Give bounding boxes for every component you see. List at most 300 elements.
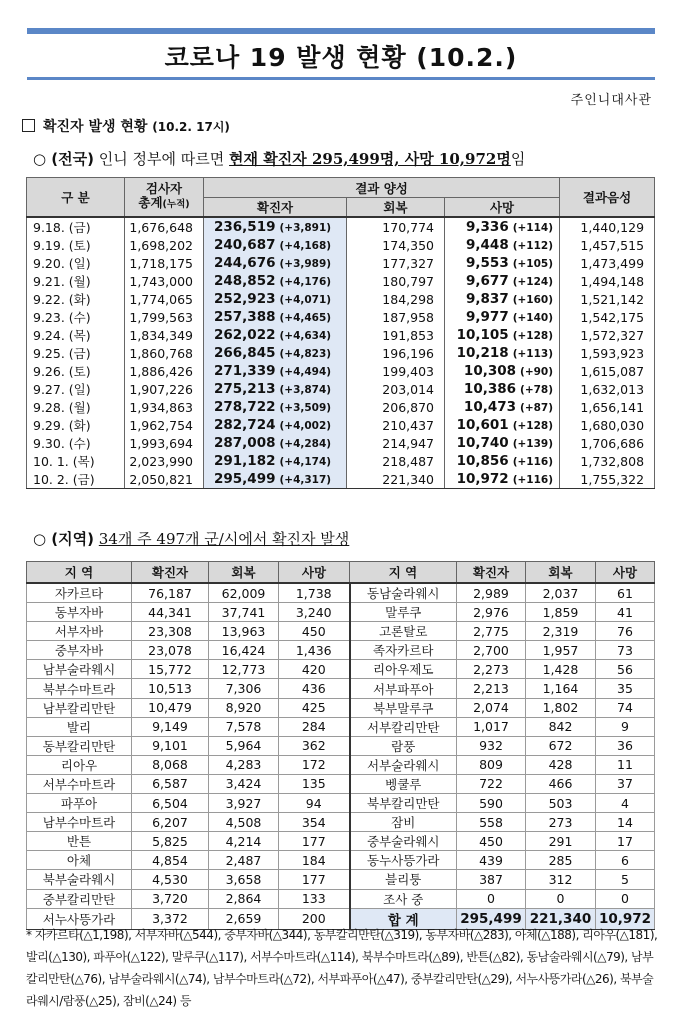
- region-deaths-cell: 284: [279, 717, 350, 736]
- tested-cell: 1,676,648: [125, 217, 204, 236]
- region-deaths-cell: 41: [596, 603, 655, 622]
- confirmed-cell: 262,022 (+4,634): [204, 326, 347, 344]
- region-name-cell: 합 계: [350, 908, 457, 929]
- region-confirmed-cell: 1,017: [457, 717, 526, 736]
- region-deaths-cell: 76: [596, 622, 655, 641]
- region-recovered-cell: 3,424: [209, 774, 279, 793]
- region-confirmed-cell: 4,854: [132, 851, 209, 870]
- region-recovered-cell: 2,319: [526, 622, 596, 641]
- region-confirmed-cell: 10,479: [132, 698, 209, 717]
- negative-cell: 1,706,686: [560, 434, 655, 452]
- region-deaths-cell: 11: [596, 755, 655, 774]
- region-confirmed-cell: 8,068: [132, 755, 209, 774]
- confirmed-cell: 278,722 (+3,509): [204, 398, 347, 416]
- recovered-cell: 191,853: [347, 326, 445, 344]
- confirmed-cell: 252,923 (+4,071): [204, 290, 347, 308]
- recovered-cell: 221,340: [347, 470, 445, 489]
- confirmed-cell: 291,182 (+4,174): [204, 452, 347, 470]
- region-confirmed-cell: 0: [457, 889, 526, 908]
- title-bottom-rule: [27, 77, 655, 80]
- header-category: 구 분: [27, 178, 125, 218]
- deaths-cell: 10,473 (+87): [445, 398, 560, 416]
- date-cell: 9.30. (수): [27, 434, 125, 452]
- section-time: (10.2. 17시): [152, 120, 230, 134]
- region-deaths-cell: 362: [279, 736, 350, 755]
- region-name-cell: 동누사뜽가라: [350, 851, 457, 870]
- table-row: [27, 679, 655, 698]
- tested-cell: 1,774,065: [125, 290, 204, 308]
- negative-cell: 1,440,129: [560, 217, 655, 236]
- date-cell: 9.29. (화): [27, 416, 125, 434]
- region-name-cell: 동부자바: [27, 603, 132, 622]
- region-deaths-cell: 73: [596, 641, 655, 660]
- region-name-cell: 중부술라웨시: [350, 832, 457, 851]
- region-name-cell: 고론탈로: [350, 622, 457, 641]
- region-confirmed-cell: 6,207: [132, 813, 209, 832]
- tested-cell: 1,934,863: [125, 398, 204, 416]
- confirmed-cell: 275,213 (+3,874): [204, 380, 347, 398]
- region-recovered-cell: 428: [526, 755, 596, 774]
- date-cell: 9.24. (목): [27, 326, 125, 344]
- table-row: [27, 254, 655, 272]
- region-recovered-cell: 4,508: [209, 813, 279, 832]
- region-confirmed-cell: 558: [457, 813, 526, 832]
- region-recovered-cell: 466: [526, 774, 596, 793]
- region-deaths-cell: 133: [279, 889, 350, 908]
- date-cell: 9.25. (금): [27, 344, 125, 362]
- region-recovered-cell: 8,920: [209, 698, 279, 717]
- region-confirmed-cell: 15,772: [132, 660, 209, 679]
- region-deaths-cell: 1,436: [279, 641, 350, 660]
- region-name-cell: 람풍: [350, 736, 457, 755]
- region-deaths-cell: 74: [596, 698, 655, 717]
- region-deaths-cell: 200: [279, 908, 350, 929]
- tested-cell: 1,698,202: [125, 236, 204, 254]
- recovered-cell: 214,947: [347, 434, 445, 452]
- region-name-cell: 동남술라웨시: [350, 583, 457, 603]
- deaths-cell: 10,740 (+139): [445, 434, 560, 452]
- tested-cell: 1,907,226: [125, 380, 204, 398]
- table-row: [27, 870, 655, 889]
- region-name-cell: 동부칼리만탄: [27, 736, 132, 755]
- table-row: [27, 326, 655, 344]
- region-name-cell: 중부칼리만탄: [27, 889, 132, 908]
- table-row: [27, 717, 655, 736]
- region-deaths-cell: 1,738: [279, 583, 350, 603]
- recovered-cell: 206,870: [347, 398, 445, 416]
- deaths-cell: 10,218 (+113): [445, 344, 560, 362]
- table-row: [27, 813, 655, 832]
- region-recovered-cell: 1,428: [526, 660, 596, 679]
- tested-cell: 1,834,349: [125, 326, 204, 344]
- negative-cell: 1,494,148: [560, 272, 655, 290]
- negative-cell: 1,680,030: [560, 416, 655, 434]
- confirmed-cell: 257,388 (+4,465): [204, 308, 347, 326]
- confirmed-cell: 295,499 (+4,317): [204, 470, 347, 489]
- region-name-cell: 남부칼리만탄: [27, 698, 132, 717]
- region-confirmed-cell: 809: [457, 755, 526, 774]
- date-cell: 9.22. (화): [27, 290, 125, 308]
- table-row: [27, 622, 655, 641]
- region-recovered-cell: 273: [526, 813, 596, 832]
- table-row: [27, 603, 655, 622]
- region-recovered-cell: 12,773: [209, 660, 279, 679]
- date-cell: 9.23. (수): [27, 308, 125, 326]
- region-deaths-cell: 4: [596, 794, 655, 813]
- region-confirmed-cell: 2,213: [457, 679, 526, 698]
- region-deaths-cell: 436: [279, 679, 350, 698]
- date-cell: 10. 1. (목): [27, 452, 125, 470]
- region-confirmed-cell: 295,499: [457, 908, 526, 929]
- region-deaths-cell: 35: [596, 679, 655, 698]
- region-confirmed-cell: 3,720: [132, 889, 209, 908]
- region-name-cell: 블리퉁: [350, 870, 457, 889]
- header-confirmed: 확진자: [204, 198, 347, 218]
- region-deaths-cell: 177: [279, 832, 350, 851]
- region-deaths-cell: 177: [279, 870, 350, 889]
- date-cell: 10. 2. (금): [27, 470, 125, 489]
- negative-cell: 1,615,087: [560, 362, 655, 380]
- region-recovered-cell: 2,487: [209, 851, 279, 870]
- region-recovered-cell: 4,283: [209, 755, 279, 774]
- national-prefix: ○ (전국): [33, 150, 95, 168]
- region-name-cell: 남부술라웨시: [27, 660, 132, 679]
- negative-cell: 1,457,515: [560, 236, 655, 254]
- date-cell: 9.20. (일): [27, 254, 125, 272]
- header-confirmed-right: 확진자: [457, 562, 526, 584]
- region-confirmed-cell: 5,825: [132, 832, 209, 851]
- region-name-cell: 서부자바: [27, 622, 132, 641]
- recovered-cell: 218,487: [347, 452, 445, 470]
- date-cell: 9.28. (월): [27, 398, 125, 416]
- table-row: [27, 736, 655, 755]
- negative-cell: 1,632,013: [560, 380, 655, 398]
- region-name-cell: 아체: [27, 851, 132, 870]
- table-row: [27, 889, 655, 908]
- daily-status-table: [26, 177, 655, 489]
- region-deaths-cell: 17: [596, 832, 655, 851]
- region-name-cell: 파푸아: [27, 794, 132, 813]
- header-deaths-left: 사망: [279, 562, 350, 584]
- region-confirmed-cell: 722: [457, 774, 526, 793]
- region-recovered-cell: 221,340: [526, 908, 596, 929]
- confirmed-cell: 244,676 (+3,989): [204, 254, 347, 272]
- regional-text: 34개 주 497개 군/시에서 확진자 발생: [98, 530, 350, 548]
- region-confirmed-cell: 23,308: [132, 622, 209, 641]
- region-name-cell: 서부술라웨시: [350, 755, 457, 774]
- region-name-cell: 자카르타: [27, 583, 132, 603]
- region-recovered-cell: 2,659: [209, 908, 279, 929]
- regional-summary: [33, 528, 349, 549]
- national-highlight: 현재 확진자 295,499명, 사망 10,972명: [229, 150, 511, 168]
- section-heading: [22, 116, 230, 136]
- regional-rows: [27, 583, 655, 929]
- header-deaths: 사망: [445, 198, 560, 218]
- region-deaths-cell: 354: [279, 813, 350, 832]
- recovered-cell: 184,298: [347, 290, 445, 308]
- negative-cell: 1,542,175: [560, 308, 655, 326]
- confirmed-cell: 271,339 (+4,494): [204, 362, 347, 380]
- region-recovered-cell: 7,578: [209, 717, 279, 736]
- header-deaths-right: 사망: [596, 562, 655, 584]
- table-row: [27, 398, 655, 416]
- recovered-cell: 180,797: [347, 272, 445, 290]
- table-row: [27, 660, 655, 679]
- region-confirmed-cell: 932: [457, 736, 526, 755]
- recovered-cell: 210,437: [347, 416, 445, 434]
- checkbox-square-icon: [22, 119, 35, 132]
- negative-cell: 1,473,499: [560, 254, 655, 272]
- date-cell: 9.21. (월): [27, 272, 125, 290]
- region-recovered-cell: 1,164: [526, 679, 596, 698]
- table-row: [27, 362, 655, 380]
- region-deaths-cell: 61: [596, 583, 655, 603]
- deaths-cell: 10,386 (+78): [445, 380, 560, 398]
- confirmed-cell: 282,724 (+4,002): [204, 416, 347, 434]
- region-confirmed-cell: 450: [457, 832, 526, 851]
- confirmed-cell: 248,852 (+4,176): [204, 272, 347, 290]
- table-row: [27, 583, 655, 603]
- negative-cell: 1,593,923: [560, 344, 655, 362]
- region-deaths-cell: 6: [596, 851, 655, 870]
- daily-rows: [27, 217, 655, 489]
- tested-cell: 1,743,000: [125, 272, 204, 290]
- region-confirmed-cell: 2,989: [457, 583, 526, 603]
- region-recovered-cell: 37,741: [209, 603, 279, 622]
- region-recovered-cell: 5,964: [209, 736, 279, 755]
- regional-prefix: ○ (지역): [33, 530, 95, 548]
- tested-cell: 2,050,821: [125, 470, 204, 489]
- tested-cell: 1,993,694: [125, 434, 204, 452]
- national-text: 인니 정부에 따르면: [98, 150, 225, 168]
- region-deaths-cell: 94: [279, 794, 350, 813]
- header-recovered: 회복: [347, 198, 445, 218]
- region-recovered-cell: 672: [526, 736, 596, 755]
- recovered-cell: 196,196: [347, 344, 445, 362]
- region-confirmed-cell: 23,078: [132, 641, 209, 660]
- negative-cell: 1,755,322: [560, 470, 655, 489]
- deaths-cell: 10,105 (+128): [445, 326, 560, 344]
- deaths-cell: 10,856 (+116): [445, 452, 560, 470]
- region-name-cell: 남부수마트라: [27, 813, 132, 832]
- region-deaths-cell: 450: [279, 622, 350, 641]
- region-confirmed-cell: 590: [457, 794, 526, 813]
- region-confirmed-cell: 76,187: [132, 583, 209, 603]
- deaths-cell: 10,601 (+128): [445, 416, 560, 434]
- national-summary: [33, 148, 525, 169]
- deaths-cell: 9,553 (+105): [445, 254, 560, 272]
- tested-cell: 2,023,990: [125, 452, 204, 470]
- header-tested-label: 검사자: [145, 181, 183, 196]
- header-negative: 결과음성: [560, 178, 655, 218]
- region-name-cell: 중부자바: [27, 641, 132, 660]
- region-name-cell: 반튼: [27, 832, 132, 851]
- tested-cell: 1,886,426: [125, 362, 204, 380]
- negative-cell: 1,572,327: [560, 326, 655, 344]
- negative-cell: 1,732,808: [560, 452, 655, 470]
- deaths-cell: 9,977 (+140): [445, 308, 560, 326]
- region-confirmed-cell: 6,504: [132, 794, 209, 813]
- header-positive: 결과 양성: [204, 178, 560, 198]
- region-confirmed-cell: 2,775: [457, 622, 526, 641]
- page-title: 코로나 19 발생 현황 (10.2.): [164, 43, 518, 72]
- region-recovered-cell: 312: [526, 870, 596, 889]
- tested-cell: 1,962,754: [125, 416, 204, 434]
- deaths-cell: 9,837 (+160): [445, 290, 560, 308]
- table-row: [27, 774, 655, 793]
- region-deaths-cell: 0: [596, 889, 655, 908]
- region-confirmed-cell: 4,530: [132, 870, 209, 889]
- date-cell: 9.18. (금): [27, 217, 125, 236]
- region-deaths-cell: 420: [279, 660, 350, 679]
- header-tested-sub: 총계(누적): [138, 195, 190, 210]
- deaths-cell: 9,336 (+114): [445, 217, 560, 236]
- confirmed-cell: 266,845 (+4,823): [204, 344, 347, 362]
- deaths-cell: 10,308 (+90): [445, 362, 560, 380]
- date-cell: 9.26. (토): [27, 362, 125, 380]
- region-confirmed-cell: 2,273: [457, 660, 526, 679]
- region-confirmed-cell: 439: [457, 851, 526, 870]
- regional-table: [26, 561, 655, 930]
- table-row: [27, 434, 655, 452]
- region-recovered-cell: 1,957: [526, 641, 596, 660]
- region-confirmed-cell: 3,372: [132, 908, 209, 929]
- region-recovered-cell: 1,802: [526, 698, 596, 717]
- header-confirmed-left: 확진자: [132, 562, 209, 584]
- region-name-cell: 발리: [27, 717, 132, 736]
- recovered-cell: 170,774: [347, 217, 445, 236]
- region-name-cell: 서누사뜽가라: [27, 908, 132, 929]
- table-row: [27, 851, 655, 870]
- region-confirmed-cell: 9,149: [132, 717, 209, 736]
- region-deaths-cell: 184: [279, 851, 350, 870]
- recovered-cell: 177,327: [347, 254, 445, 272]
- recovered-cell: 203,014: [347, 380, 445, 398]
- region-recovered-cell: 0: [526, 889, 596, 908]
- deaths-cell: 10,972 (+116): [445, 470, 560, 489]
- region-recovered-cell: 285: [526, 851, 596, 870]
- tested-cell: 1,799,563: [125, 308, 204, 326]
- region-confirmed-cell: 9,101: [132, 736, 209, 755]
- table-row: [27, 272, 655, 290]
- header-region-right: 지 역: [350, 562, 457, 584]
- negative-cell: 1,521,142: [560, 290, 655, 308]
- region-recovered-cell: 2,864: [209, 889, 279, 908]
- region-recovered-cell: 4,214: [209, 832, 279, 851]
- region-recovered-cell: 13,963: [209, 622, 279, 641]
- title-block: [27, 28, 655, 80]
- region-recovered-cell: 16,424: [209, 641, 279, 660]
- region-deaths-cell: 172: [279, 755, 350, 774]
- region-recovered-cell: 1,859: [526, 603, 596, 622]
- header-recovered-left: 회복: [209, 562, 279, 584]
- recovered-cell: 174,350: [347, 236, 445, 254]
- region-confirmed-cell: 2,074: [457, 698, 526, 717]
- national-suffix: 임: [510, 150, 526, 168]
- region-recovered-cell: 842: [526, 717, 596, 736]
- region-deaths-cell: 14: [596, 813, 655, 832]
- table-row: [27, 470, 655, 489]
- table-row: [27, 641, 655, 660]
- table-row: [27, 452, 655, 470]
- organization-label: 주인니대사관: [570, 93, 652, 108]
- table-row: [27, 416, 655, 434]
- region-name-cell: 서부수마트라: [27, 774, 132, 793]
- region-deaths-cell: 36: [596, 736, 655, 755]
- region-confirmed-cell: 6,587: [132, 774, 209, 793]
- region-recovered-cell: 62,009: [209, 583, 279, 603]
- region-recovered-cell: 503: [526, 794, 596, 813]
- region-recovered-cell: 2,037: [526, 583, 596, 603]
- tested-cell: 1,860,768: [125, 344, 204, 362]
- tested-cell: 1,718,175: [125, 254, 204, 272]
- region-name-cell: 북부술라웨시: [27, 870, 132, 889]
- region-name-cell: 서부파푸아: [350, 679, 457, 698]
- region-name-cell: 벵쿨루: [350, 774, 457, 793]
- table-row: [27, 380, 655, 398]
- table-row: [27, 290, 655, 308]
- region-deaths-cell: 425: [279, 698, 350, 717]
- table-row: [27, 832, 655, 851]
- region-deaths-cell: 37: [596, 774, 655, 793]
- region-name-cell: 조사 중: [350, 889, 457, 908]
- region-recovered-cell: 3,658: [209, 870, 279, 889]
- header-region-left: 지 역: [27, 562, 132, 584]
- recovered-cell: 187,958: [347, 308, 445, 326]
- date-cell: 9.19. (토): [27, 236, 125, 254]
- header-recovered-right: 회복: [526, 562, 596, 584]
- region-recovered-cell: 7,306: [209, 679, 279, 698]
- region-name-cell: 말루쿠: [350, 603, 457, 622]
- date-cell: 9.27. (일): [27, 380, 125, 398]
- region-deaths-cell: 5: [596, 870, 655, 889]
- deaths-cell: 9,677 (+124): [445, 272, 560, 290]
- region-name-cell: 족자카르타: [350, 641, 457, 660]
- region-confirmed-cell: 2,700: [457, 641, 526, 660]
- region-confirmed-cell: 2,976: [457, 603, 526, 622]
- table-row: [27, 308, 655, 326]
- region-name-cell: 북부말루쿠: [350, 698, 457, 717]
- region-deaths-cell: 10,972: [596, 908, 655, 929]
- table-row: [27, 794, 655, 813]
- table-row: [27, 344, 655, 362]
- confirmed-cell: 236,519 (+3,891): [204, 217, 347, 236]
- footnote: * 자카르타(△1,198), 서부자바(△544), 중부자바(△344), 동부칼리만탄(△319), 동부자바(△283), 아체(△188), 리아우(△181), 발리(△130), 파푸아(△122), 말루쿠(△117), 서부수마트라(△114), 북부수마트라(△89), 반튼(△82), 동남술라웨시(△79), 남부칼리만탄(△76), 남부술라웨시(△74), 남부수마트라(△72), 서부파푸아(△47), 중부칼리만탄(△29), 서누사뜽가라(△26), 북부술라웨시/람풍(△25), 잠비(△24) 등: [26, 928, 658, 1008]
- region-name-cell: 리아우: [27, 755, 132, 774]
- recovered-cell: 199,403: [347, 362, 445, 380]
- region-confirmed-cell: 44,341: [132, 603, 209, 622]
- region-deaths-cell: 9: [596, 717, 655, 736]
- table-row: [27, 698, 655, 717]
- region-deaths-cell: 56: [596, 660, 655, 679]
- deaths-cell: 9,448 (+112): [445, 236, 560, 254]
- table-row: [27, 236, 655, 254]
- region-confirmed-cell: 387: [457, 870, 526, 889]
- confirmed-cell: 287,008 (+4,284): [204, 434, 347, 452]
- region-recovered-cell: 3,927: [209, 794, 279, 813]
- region-deaths-cell: 135: [279, 774, 350, 793]
- table-row: [27, 217, 655, 236]
- confirmed-cell: 240,687 (+4,168): [204, 236, 347, 254]
- region-name-cell: 리아우제도: [350, 660, 457, 679]
- region-name-cell: 북부칼리만탄: [350, 794, 457, 813]
- negative-cell: 1,656,141: [560, 398, 655, 416]
- region-name-cell: 서부칼리만탄: [350, 717, 457, 736]
- region-confirmed-cell: 10,513: [132, 679, 209, 698]
- header-tested: [125, 178, 204, 218]
- region-name-cell: 북부수마트라: [27, 679, 132, 698]
- section-title: 확진자 발생 현황: [43, 119, 148, 135]
